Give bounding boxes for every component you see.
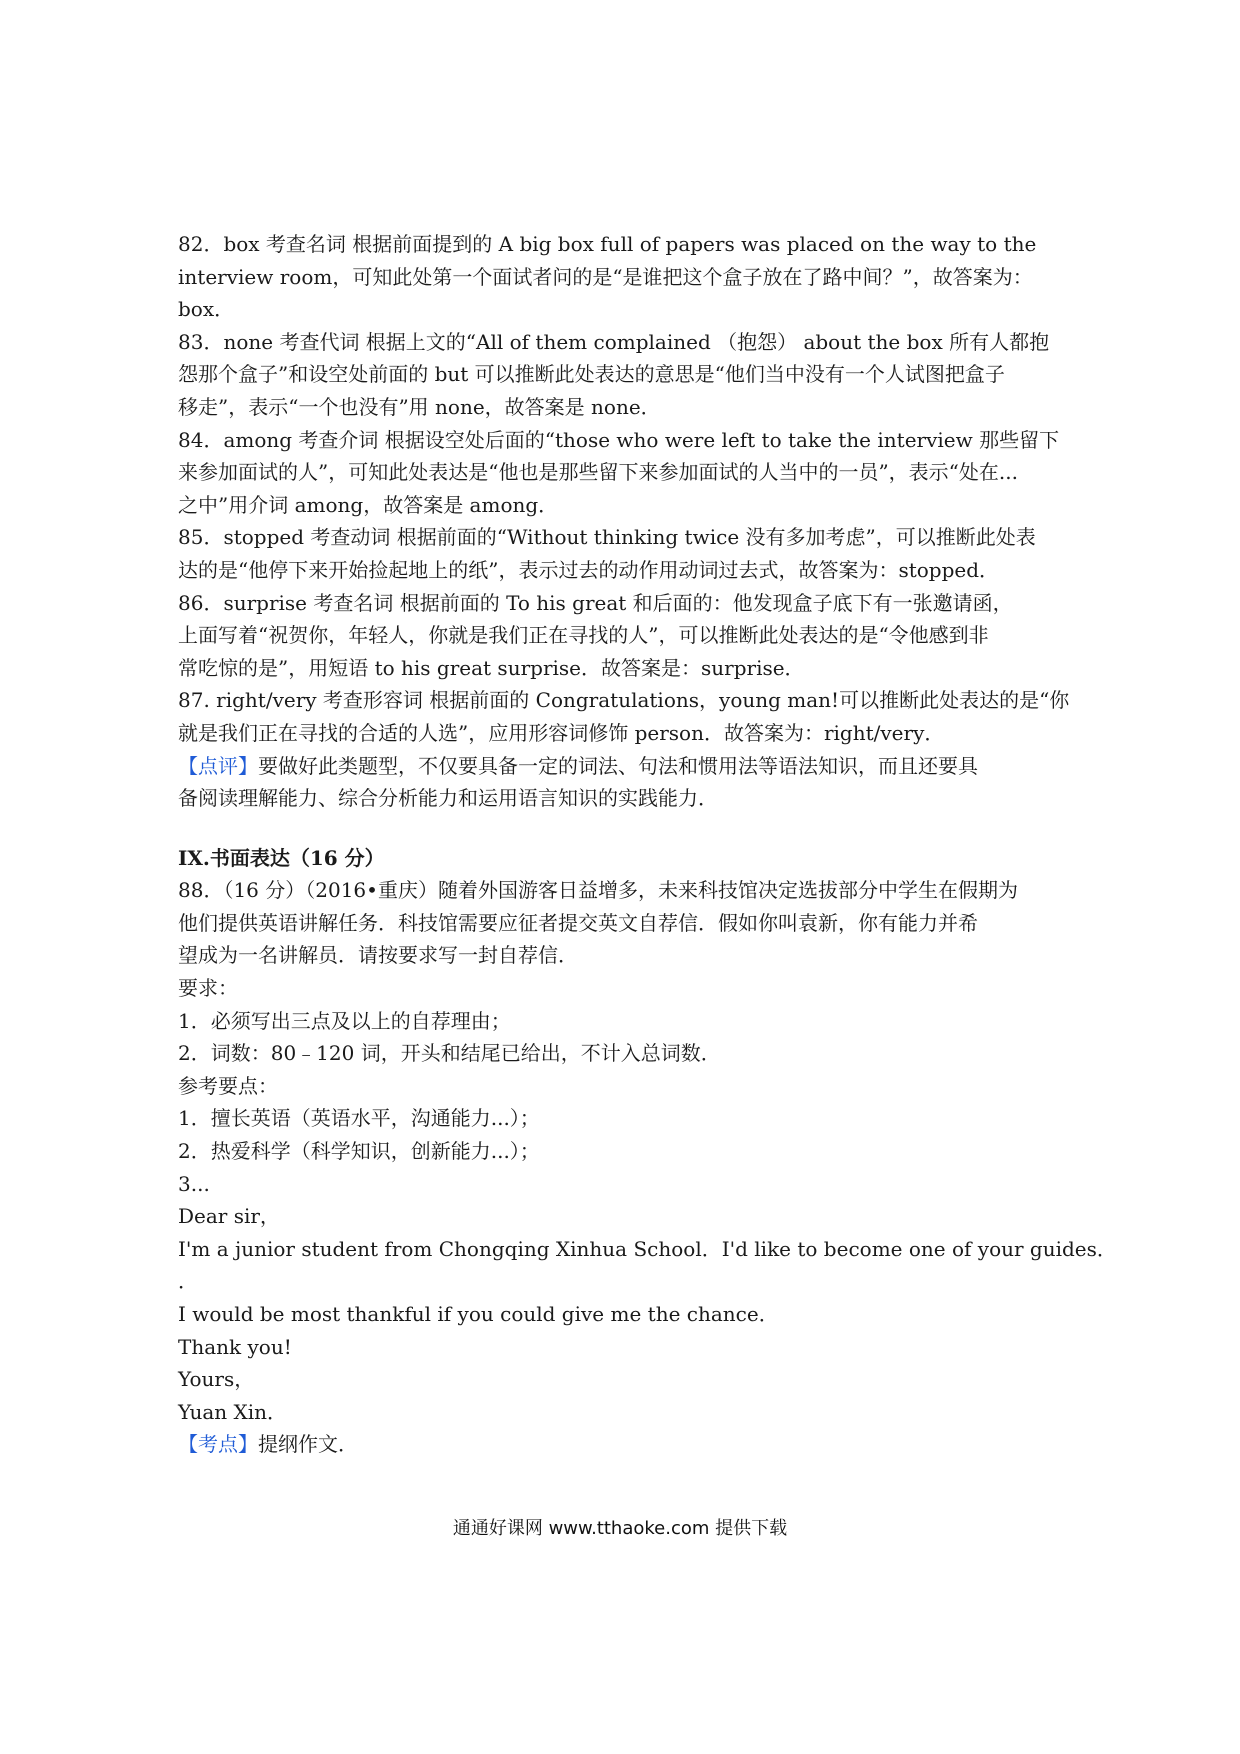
- answer-line: 83．none 考查代词 根据上文的“All of them complained （抱怨） about the box 所有人都抱: [178, 329, 1050, 354]
- kaodian-text: 提纲作文．: [258, 1432, 358, 1457]
- answer-line: 就是我们正在寻找的合适的人选”，应用形容词修饰 person．故答案为：right/very．: [178, 720, 945, 745]
- writing-line: 88．（16 分）（2016•重庆）随着外国游客日益增多，未来科技馆决定选拔部分中学生在假期为: [178, 878, 1018, 903]
- writing-line: 3...: [178, 1171, 210, 1196]
- answer-line: 87. right/very 考查形容词 根据前面的 Congratulations，young man!可以推断此处表达的是“你: [178, 688, 1070, 713]
- writing-line: I would be most thankful if you could give me the chance．: [178, 1302, 779, 1326]
- writing-line: 参考要点：: [178, 1073, 278, 1098]
- kaodian-line: [178, 1428, 1068, 1461]
- writing-line: 他们提供英语讲解任务．科技馆需要应征者提交英文自荐信．假如你叫袁新，你有能力并希: [178, 910, 978, 935]
- answer-line: 上面写着“祝贺你，年轻人，你就是我们正在寻找的人”，可以推断此处表达的是“令他感到非: [178, 623, 989, 648]
- comment-text-1: 要做好此类题型，不仅要具备一定的词法、句法和惯用法等语法知识，而且还要具: [258, 753, 978, 778]
- writing-line: 2．词数：80﹣120 词，开头和结尾已给出，不计入总词数．: [178, 1041, 721, 1066]
- comment-tag: 【点评】: [178, 753, 258, 778]
- page-footer: 通通好课网 www.tthaoke.com 提供下载: [452, 1518, 788, 1539]
- writing-line: Dear sir，: [178, 1204, 280, 1229]
- section-title: IX.书面表达（16 分）: [178, 845, 385, 870]
- document-body: [178, 228, 1117, 1461]
- comment-line-1: [178, 750, 1068, 783]
- answer-line: 82．box 考查名词 根据前面提到的 A big box full of papers was placed on the way to the: [178, 232, 1037, 256]
- writing-line: I'm a junior student from Chongqing Xinhua School．I'd like to become one of your guides．: [178, 1236, 1117, 1261]
- answer-line: 84．among 考查介词 根据设空处后面的“those who were left to take the interview 那些留下: [178, 427, 1060, 452]
- answer-line: 怨那个盒子”和设空处前面的 but 可以推断此处表达的意思是“他们当中没有一个人试图把盒子: [178, 362, 1005, 387]
- writing-line: 望成为一名讲解员．请按要求写一封自荐信．: [178, 943, 578, 968]
- writing-line: Yuan Xin．: [178, 1399, 288, 1424]
- answer-line: 来参加面试的人”，可知此处表达是“他也是那些留下来参加面试的人当中的一员”，表示“处在...: [178, 460, 1018, 485]
- answer-line: 移走”，表示“一个也没有”用 none，故答案是 none．: [178, 394, 661, 419]
- answer-line: box．: [178, 297, 235, 322]
- comment-line-2: 备阅读理解能力、综合分析能力和运用语言知识的实践能力．: [178, 786, 718, 811]
- writing-line: ．: [178, 1269, 198, 1294]
- answer-line: 达的是“他停下来开始捡起地上的纸”，表示过去的动作用动词过去式，故答案为：stopped．: [178, 557, 1000, 582]
- writing-line: 2．热爱科学（科学知识，创新能力...）；: [178, 1139, 540, 1164]
- answer-line: 85．stopped 考查动词 根据前面的“Without thinking twice 没有多加考虑”，可以推断此处表: [178, 525, 1036, 550]
- answer-line: 之中”用介词 among，故答案是 among．: [178, 492, 559, 517]
- writing-line: 1．必须写出三点及以上的自荐理由；: [178, 1008, 511, 1033]
- answer-line: 86．surprise 考查名词 根据前面的 To his great 和后面的：他发现盒子底下有一张邀请函，: [178, 590, 1013, 615]
- writing-block: [178, 874, 1117, 1461]
- answers-block: [178, 228, 1068, 815]
- answer-line: 常吃惊的是”，用短语 to his great surprise．故答案是：surprise．: [178, 655, 805, 680]
- writing-line: 要求：: [178, 976, 238, 1001]
- writing-line: 1．擅长英语（英语水平，沟通能力...）；: [178, 1106, 540, 1131]
- answer-line: interview room，可知此处第一个面试者问的是“是谁把这个盒子放在了路中间？”，故答案为：: [178, 264, 1033, 289]
- kaodian-tag: 【考点】: [178, 1432, 258, 1457]
- writing-line: Thank you!: [178, 1334, 292, 1359]
- writing-line: Yours，: [178, 1367, 255, 1392]
